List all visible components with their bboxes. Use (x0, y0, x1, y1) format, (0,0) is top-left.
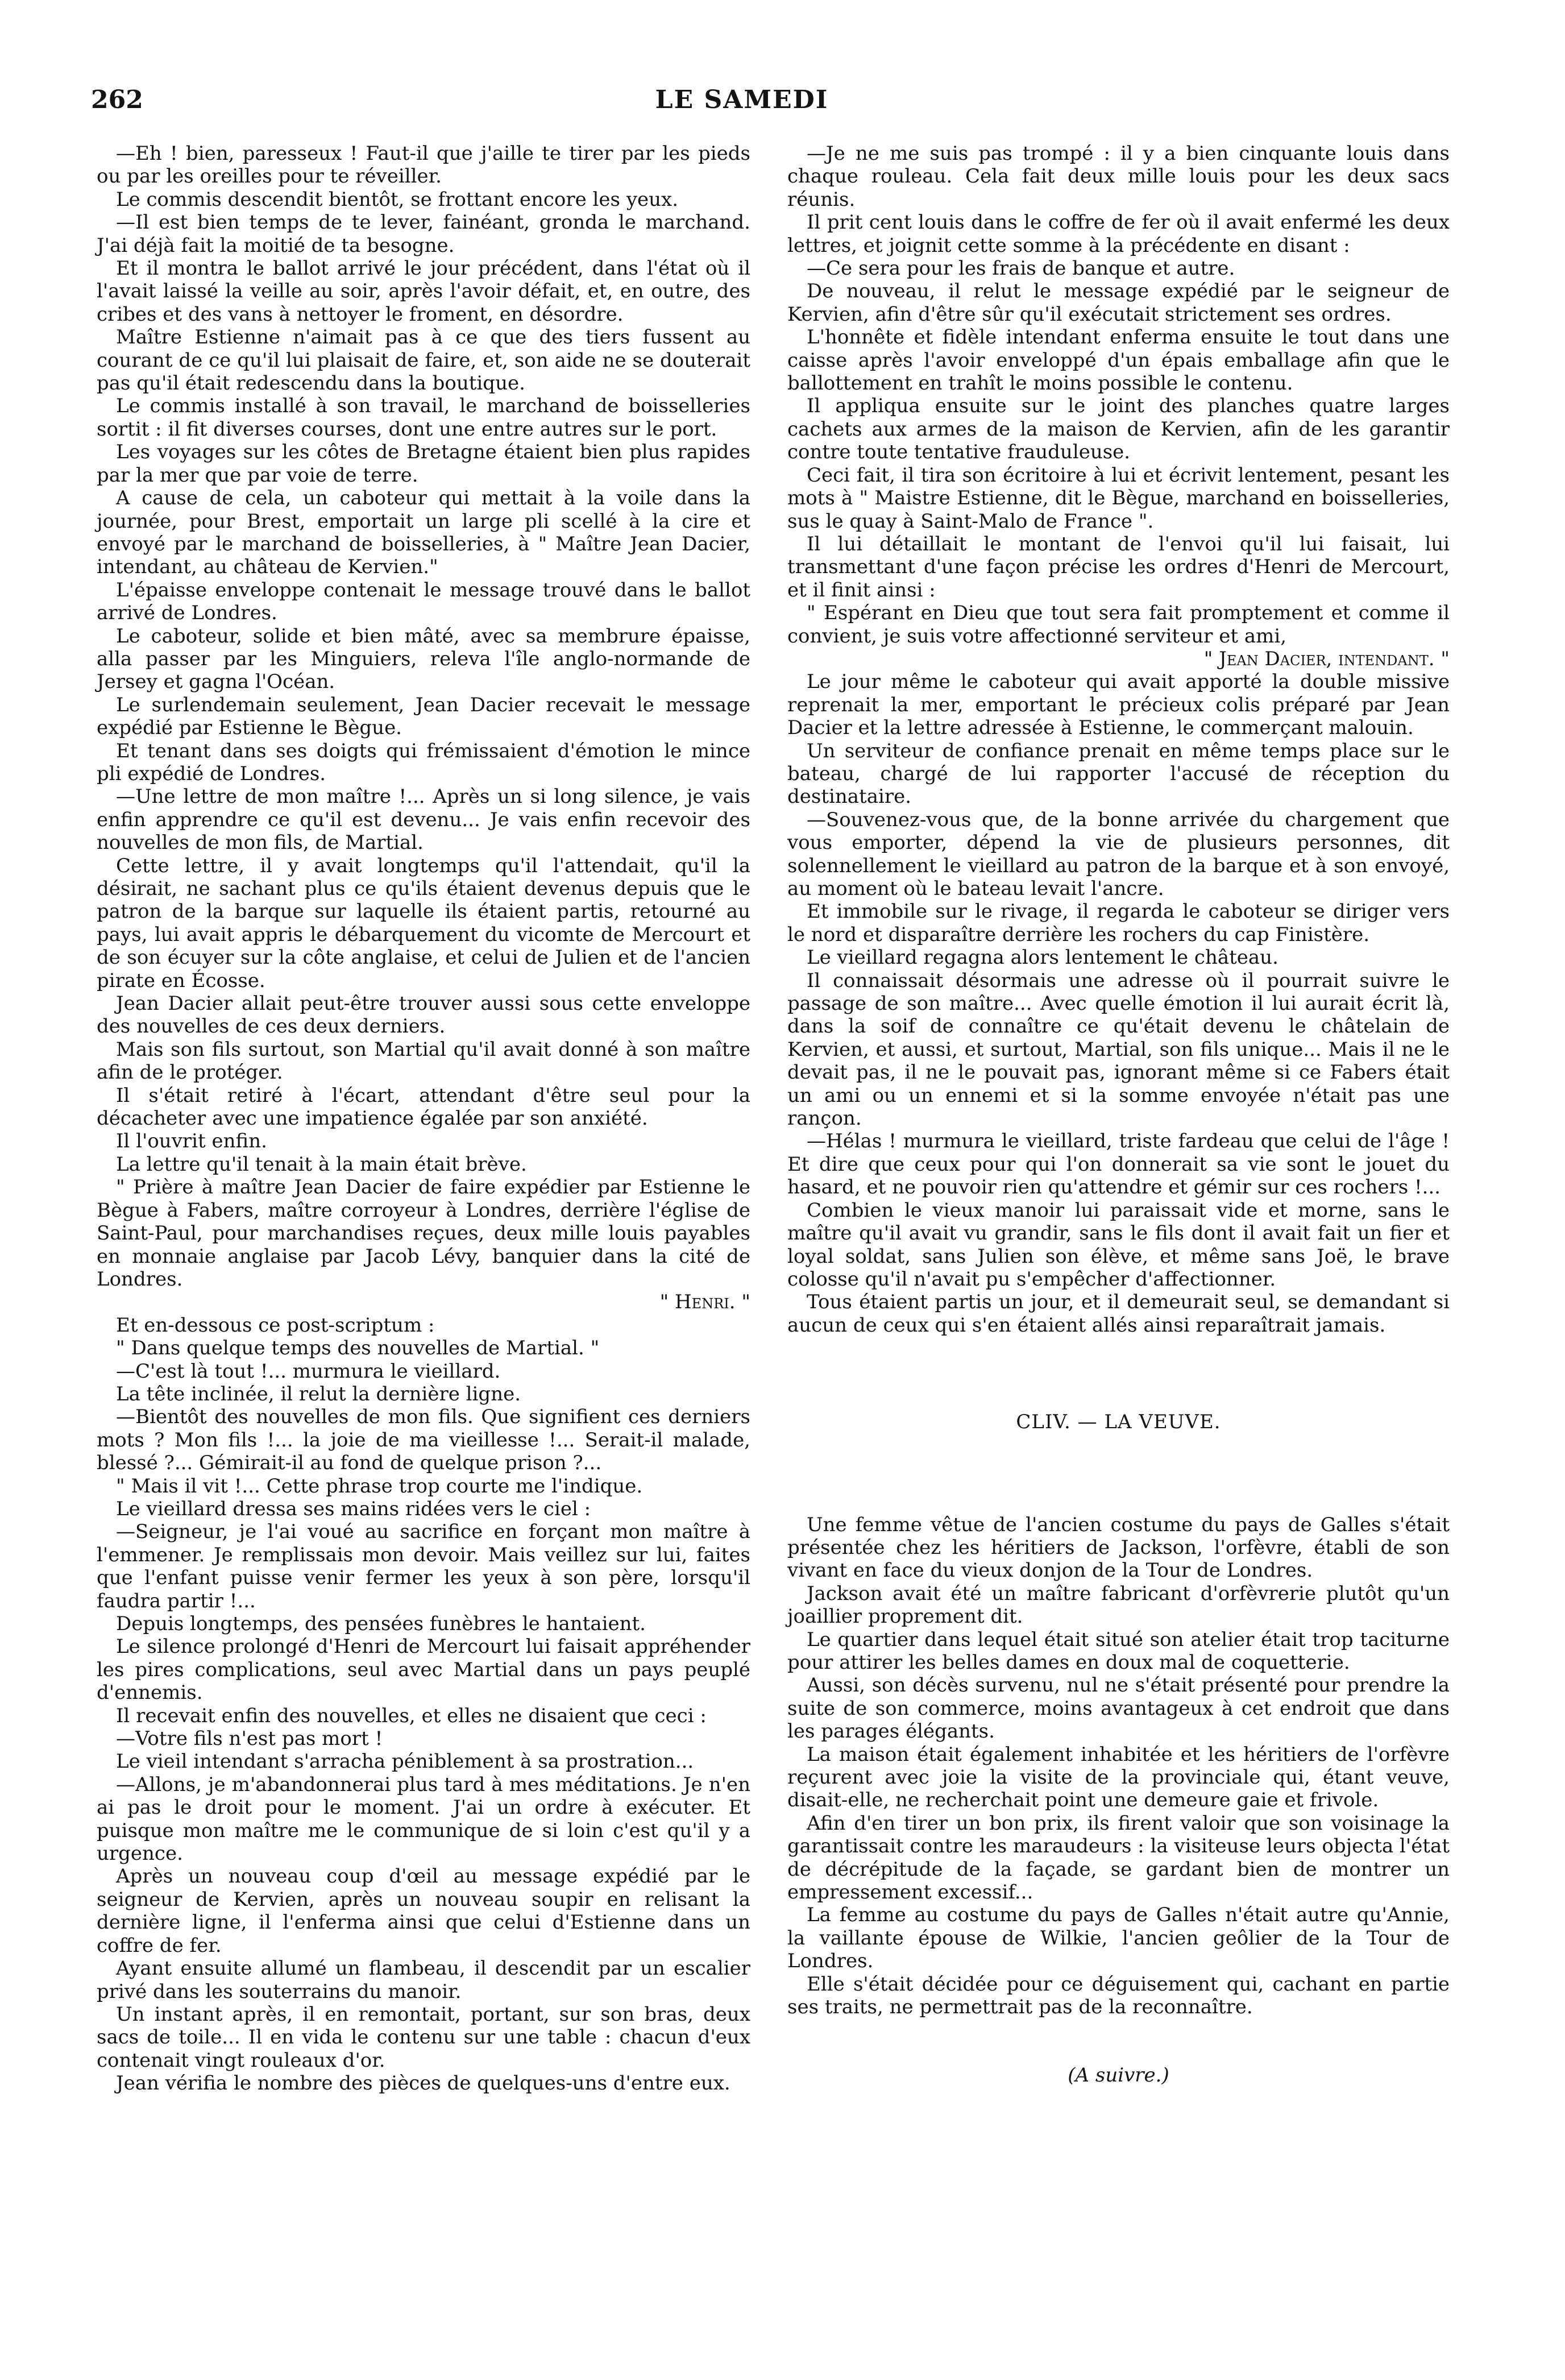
paragraph: Le commis descendit bientôt, se frottant encore les yeux. (116, 188, 679, 211)
paragraph: De nouveau, il relut le message expédié par le seigneur de Kervien, afin d'être sûr qu'il exécutait strictement ses ordres. (787, 280, 1450, 326)
paragraph: Cette lettre, il y avait longtemps qu'il l'attendait, qu'il la désirait, ne sachant plus ce qu'ils étaient devenus depuis que le patron de la barque sur laquelle ils étaient partis, retourné au pays, lui avait appris le débarquement du vicomte de Mercourt et de son écuyer sur la côte anglaise, et celui de Julien et de l'ancien pirate en Écosse. (97, 854, 750, 992)
left-column (97, 142, 750, 2095)
paragraph: La tête inclinée, il relut la dernière ligne. (116, 1382, 521, 1405)
paragraph: Aussi, son décès survenu, nul ne s'était présenté pour prendre la suite de son commerce, moins avantageux à cet endroit que dans les parages élégants. (787, 1674, 1450, 1743)
paragraph: Le jour même le caboteur qui avait apporté la double missive reprenait la mer, emportant le précieux colis préparé par Jean Dacier et la lettre adressée à Estienne, le commerçant malouin. (787, 670, 1450, 740)
paragraph: —Ce sera pour les frais de banque et autre. (807, 257, 1235, 280)
paragraph: Il appliqua ensuite sur le joint des planches quatre larges cachets aux armes de la maison de Kervien, afin de les garantir contre toute tentative frauduleuse. (787, 395, 1450, 464)
paragraph: Ceci fait, il tira son écritoire à lui et écrivit lentement, pesant les mots à " Maistre Estienne, dit le Bègue, marchand en boisselleries, sus le quay à Saint-Malo de France ". (787, 463, 1450, 533)
paragraph: —Je ne me suis pas trompé : il y a bien cinquante louis dans chaque rouleau. Cela fait deux mille louis pour les deux sacs réunis. (787, 142, 1450, 211)
paragraph: Afin d'en tirer un bon prix, ils firent valoir que son voisinage la garantissait contre les maraudeurs : la visiteuse leurs objecta l'état de décrépitude de la façade, se gardant bien de montrer un empressement excessif... (787, 1811, 1450, 1904)
chapter-text (787, 1514, 1450, 2019)
paragraph: —Souvenez-vous que, de la bonne arrivée du chargement que vous emporter, dépend la vie de plusieurs personnes, dit solennellement le vieillard au patron de la barque et à son envoyé, au moment où le bateau levait l'ancre. (787, 808, 1450, 900)
left-column-text-continued (97, 1314, 750, 2095)
paragraph: Combien le vieux manoir lui paraissait vide et morne, sans le maître qu'il avait vu grandir, sans le fils dont il avait fait un fier et loyal soldat, sans Julien son élève, et même sans Joë, le brave colosse qu'il n'avait pu s'empêcher d'affectionner. (787, 1199, 1450, 1291)
paragraph: La femme au costume du pays de Galles n'était autre qu'Annie, la vaillante épouse de Wilkie, l'ancien geôlier de la Tour de Londres. (787, 1904, 1450, 1973)
paragraph: Jean vérifia le nombre des pièces de quelques-uns d'entre eux. (116, 2072, 730, 2095)
paragraph: Il connaissait désormais une adresse où il pourrait suivre le passage de son maître... Avec quelle émotion il lui aurait écrit là, dans la soif de connaître ce qu'était devenu le châtelain de Kervien, et aussi, et surtout, Martial, son fils unique... Mais il ne le devait pas, il ne le pouvait pas, ignorant même si ce Fabers était un ami ou un ennemi et si la somme envoyée n'était pas une rançon. (787, 969, 1450, 1130)
paragraph: Et en-dessous ce post-scriptum : (116, 1313, 435, 1337)
journal-title: LE SAMEDI (655, 85, 829, 114)
paragraph: " Dans quelque temps des nouvelles de Martial. " (116, 1337, 600, 1360)
paragraph: —Bientôt des nouvelles de mon fils. Que signifient ces derniers mots ? Mon fils !... la joie de ma vieillesse !... Serait-il malade, blessé ?... Gémirait-il au fond de quelque prison ?... (97, 1405, 750, 1475)
letter-signature-jean-dacier: " Jean Dacier, intendant. " (1203, 647, 1450, 670)
paragraph: La maison était également inhabitée et les héritiers de l'orfèvre reçurent avec joie la visite de la provinciale qui, étant veuve, disait-elle, ne recherchait point une demeure gaie et frivole. (787, 1743, 1450, 1812)
chapter-heading: CLIV. — LA VEUVE. (1016, 1411, 1221, 1434)
paragraph: Maître Estienne n'aimait pas à ce que des tiers fussent au courant de ce qu'il lui plaisait de faire, et, son aide ne se douterait pas qu'il était redescendu dans la boutique. (97, 326, 750, 395)
paragraph: Le vieil intendant s'arracha péniblement à sa prostration... (116, 1750, 694, 1773)
paragraph: Une femme vêtue de l'ancien costume du pays de Galles s'était présentée chez les héritiers de Jackson, l'orfèvre, établi de son vivant en face du vieux donjon de la Tour de Londres. (787, 1513, 1450, 1582)
paragraph: Après un nouveau coup d'œil au message expédié par le seigneur de Kervien, après un nouveau soupir en relisant la dernière ligne, il l'enferma ainsi que celui d'Estienne dans un coffre de fer. (97, 1865, 750, 1957)
paragraph: —C'est là tout !... murmura le vieillard. (116, 1359, 501, 1383)
paragraph: Jackson avait été un maître fabricant d'orfèvrerie plutôt qu'un joaillier proprement dit. (787, 1582, 1450, 1628)
paragraph: L'honnête et fidèle intendant enferma ensuite le tout dans une caisse après l'avoir enveloppé d'un épais emballage afin que le ballottement en trahît le moins possible le contenu. (787, 326, 1450, 395)
paragraph: Elle s'était décidée pour ce déguisement qui, cachant en partie ses traits, ne permettrait pas de la reconnaître. (787, 1972, 1450, 2019)
right-column (787, 142, 1450, 2087)
paragraph: —Seigneur, je l'ai voué au sacrifice en forçant mon maître à l'emmener. Je remplissais mon devoir. Mais veillez sur lui, faites que l'enfant puisse venir fermer les yeux à son père, lorsqu'il faudra partir !... (97, 1520, 750, 1612)
right-column-text (787, 142, 1450, 648)
paragraph: —Il est bien temps de te lever, fainéant, gronda le marchand. J'ai déjà fait la moitié de ta besogne. (97, 211, 750, 257)
paragraph: —Eh ! bien, paresseux ! Faut-il que j'aille te tirer par les pieds ou par les oreilles pour te réveiller. (97, 142, 750, 188)
paragraph: Il lui détaillait le montant de l'envoi qu'il lui faisait, lui transmettant d'une façon précise les ordres d'Henri de Mercourt, et il finit ainsi : (787, 532, 1450, 602)
paragraph: —Allons, je m'abandonnerai plus tard à mes méditations. Je n'en ai pas le droit pour le moment. J'ai un ordre à exécuter. Et puisque mon maître me le communique de si loin c'est qu'il y a urgence. (97, 1773, 750, 1865)
paragraph: Mais son fils surtout, son Martial qu'il avait donné à son maître afin de le protéger. (97, 1038, 750, 1084)
paragraph: —Votre fils n'est pas mort ! (116, 1727, 383, 1751)
paragraph: " Prière à maître Jean Dacier de faire expédier par Estienne le Bègue à Fabers, maître corroyeur à Londres, derrière l'église de Saint-Paul, pour marchandises reçues, deux mille louis payables en monnaie anglaise par Jacob Lévy, banquier dans la cité de Londres. (97, 1176, 750, 1291)
paragraph: La lettre qu'il tenait à la main était brève. (116, 1152, 527, 1176)
paragraph: —Hélas ! murmura le vieillard, triste fardeau que celui de l'âge ! Et dire que ceux pour qui l'on donnerait sa vie sont le jouet du hasard, et ne pouvoir rien qu'attendre et gémir sur ces rochers !... (787, 1130, 1450, 1199)
paragraph: Il s'était retiré à l'écart, attendant d'être seul pour la décacheter avec une impatience égalée par son anxiété. (97, 1084, 750, 1130)
paragraph: " Espérant en Dieu que tout sera fait promptement et comme il convient, je suis votre affectionné serviteur et ami, (787, 602, 1450, 648)
paragraph: Le quartier dans lequel était situé son atelier était trop taciturne pour attirer les belles dames en doux mal de coquetterie. (787, 1628, 1450, 1674)
to-be-continued: (A suivre.) (1068, 2064, 1169, 2087)
right-column-text-continued (787, 670, 1450, 1337)
paragraph: Le caboteur, solide et bien mâté, avec sa membrure épaisse, alla passer par les Minguiers, releva l'île anglo-normande de Jersey et gagna l'Océan. (97, 624, 750, 694)
paragraph: Jean Dacier allait peut-être trouver aussi sous cette enveloppe des nouvelles de ces deux derniers. (97, 992, 750, 1038)
paragraph: Le silence prolongé d'Henri de Mercourt lui faisait appréhender les pires complications, seul avec Martial dans un pays peuplé d'ennemis. (97, 1635, 750, 1705)
left-column-text (97, 142, 750, 1291)
paragraph: Les voyages sur les côtes de Bretagne étaient bien plus rapides par la mer que par voie de terre. (97, 441, 750, 487)
paragraph: Tous étaient partis un jour, et il demeurait seul, se demandant si aucun de ceux qui s'en étaient allés ainsi reparaîtrait jamais. (787, 1291, 1450, 1337)
paragraph: Et il montra le ballot arrivé le jour précédent, dans l'état où il l'avait laissé la veille au soir, après l'avoir défait, et, en outre, des cribes et des vans à nettoyer le froment, en désordre. (97, 257, 750, 326)
paragraph: Le surlendemain seulement, Jean Dacier recevait le message expédié par Estienne le Bègue. (97, 693, 750, 740)
paragraph: Le vieillard dressa ses mains ridées vers le ciel : (116, 1497, 591, 1520)
paragraph: —Une lettre de mon maître !... Après un si long silence, je vais enfin apprendre ce qu'il est devenu... Je vais enfin recevoir des nouvelles de mon fils, de Martial. (97, 785, 750, 855)
paragraph: Le commis installé à son travail, le marchand de boisselleries sortit : il fit diverses courses, dont une entre autres sur le port. (97, 395, 750, 441)
paragraph: " Mais il vit !... Cette phrase trop courte me l'indique. (116, 1474, 643, 1498)
page-header (91, 85, 1393, 136)
paragraph: Il prit cent louis dans le coffre de fer où il avait enfermé les deux lettres, et joignit cette somme à la précédente en disant : (787, 211, 1450, 257)
paragraph: L'épaisse enveloppe contenait le message trouvé dans le ballot arrivé de Londres. (97, 578, 750, 625)
paragraph: Depuis longtemps, des pensées funèbres le hantaient. (116, 1612, 646, 1635)
paragraph: Un instant après, il en remontait, portant, sur son bras, deux sacs de toile... Il en vida le contenu sur une table : chacun d'eux contenait vingt rouleaux d'or. (97, 2002, 750, 2072)
paragraph: Un serviteur de confiance prenait en même temps place sur le bateau, chargé de lui rapporter l'accusé de réception du destinataire. (787, 739, 1450, 808)
paragraph: Et immobile sur le rivage, il regarda le caboteur se diriger vers le nord et disparaître derrière les rochers du cap Finistère. (787, 900, 1450, 946)
paragraph: Et tenant dans ses doigts qui frémissaient d'émotion le mince pli expédié de Londres. (97, 739, 750, 785)
paragraph: Il recevait enfin des nouvelles, et elles ne disaient que ceci : (116, 1704, 707, 1727)
letter-signature-henri: " Henri. " (659, 1291, 750, 1314)
page-number: 262 (91, 85, 143, 114)
paragraph: Le vieillard regagna alors lentement le château. (807, 946, 1278, 969)
paragraph: A cause de cela, un caboteur qui mettait à la voile dans la journée, pour Brest, emportait un large pli scellé à la cire et envoyé par le marchand de boisselleries, à " Maître Jean Dacier, intendant, au château de Kervien." (97, 487, 750, 579)
paragraph: Il l'ouvrit enfin. (116, 1130, 267, 1153)
paragraph: Ayant ensuite allumé un flambeau, il descendit par un escalier privé dans les souterrains du manoir. (97, 1957, 750, 2003)
